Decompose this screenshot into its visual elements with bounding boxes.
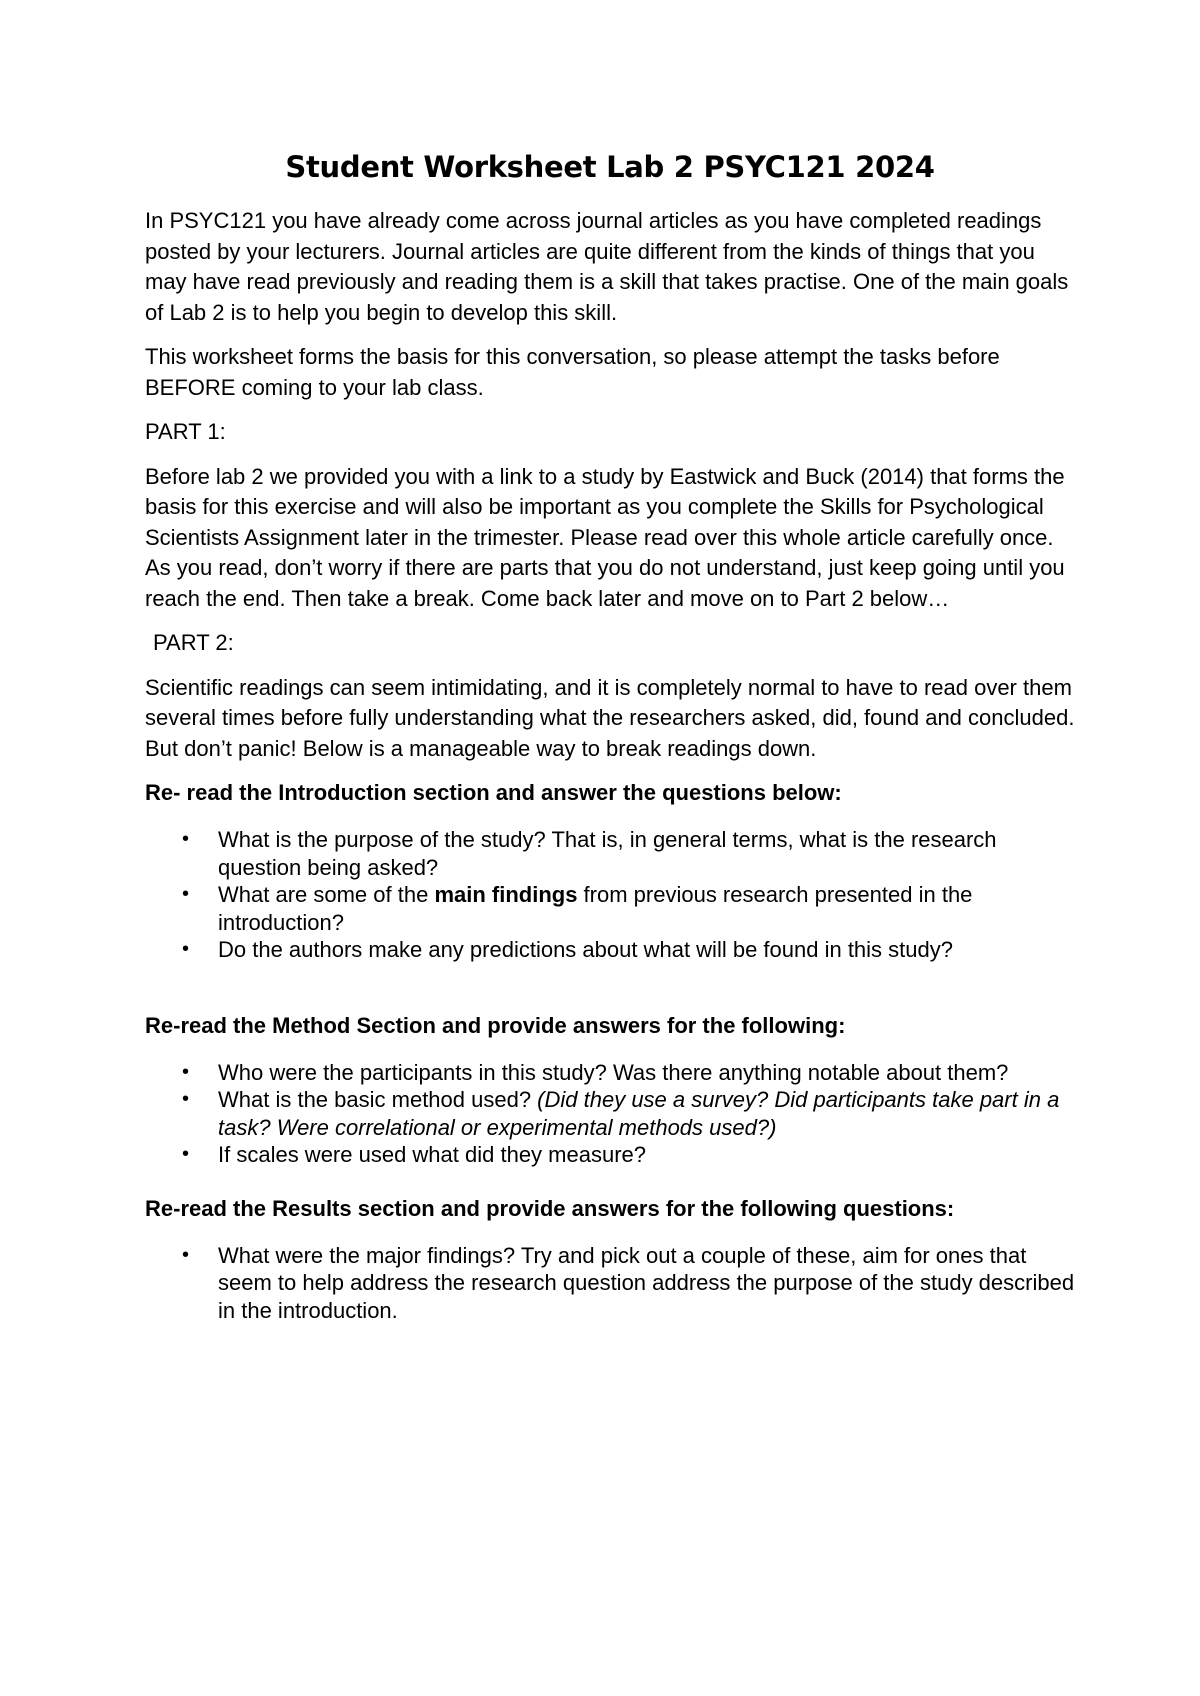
part-2-text: Scientific readings can seem intimidating, and it is completely normal to have to read over them several times before fully understanding what the researchers asked, did, found and concluded. But don’t panic! Below is a manageable way to break readings down.	[145, 674, 1075, 761]
question-emphasis: main findings	[434, 882, 578, 907]
bullet-icon: •	[182, 1060, 190, 1083]
part-1-label: PART 1:	[145, 419, 226, 444]
intro-paragraph-1: In PSYC121 you have already come across journal articles as you have completed readings posted by your lecturers. Journal articles are quite different from the kinds of things that you may have read previously and reading them is a skill that takes practise. One of the main goals of Lab 2 is to help you begin to develop this skill.	[145, 208, 1069, 325]
part-2-label: PART 2:	[153, 630, 234, 655]
bullet-icon: •	[182, 1243, 190, 1266]
spacer	[145, 964, 1075, 1011]
list-item	[145, 1086, 1075, 1141]
part-1-text: Before lab 2 we provided you with a link to a study by Eastwick and Buck (2014) that forms the basis for this exercise and will also be important as you complete the Skills for Psychological Scientists Assignment later in the trimester. Please read over this whole article carefully once. As you read, don’t worry if there are parts that you do not understand, just keep going until you reach the end. Then take a break. Come back later and move on to Part 2 below…	[145, 463, 1065, 611]
bullet-icon: •	[182, 1088, 190, 1110]
list-item	[145, 826, 1075, 881]
list-item	[145, 1242, 1075, 1325]
introduction-questions-list	[145, 826, 1075, 964]
results-section-heading: Re-read the Results section and provide answers for the following questions:	[145, 1195, 955, 1221]
question-text-end: from previous research presented in the introduction?	[218, 882, 973, 935]
bullet-icon: •	[182, 938, 190, 960]
question-text: Do the authors make any predictions about what will be found in this study?	[218, 937, 953, 962]
list-item	[145, 1141, 1075, 1169]
bullet-icon: •	[182, 883, 190, 905]
introduction-section-heading: Re- read the Introduction section and answer the questions below:	[145, 780, 842, 805]
question-text: What is the purpose of the study? That is, in general terms, what is the research question being asked?	[218, 827, 997, 880]
page-title: Student Worksheet Lab 2 PSYC121 2024	[285, 150, 935, 184]
question-text-start: What are some of the	[218, 882, 435, 907]
intro-paragraph-2: This worksheet forms the basis for this conversation, so please attempt the tasks before BEFORE coming to your lab class.	[145, 344, 1000, 400]
question-text: If scales were used what did they measure?	[218, 1142, 647, 1167]
method-section-heading: Re-read the Method Section and provide answers for the following:	[145, 1012, 846, 1038]
document-body	[145, 150, 1075, 1324]
question-text: What were the major findings? Try and pick out a couple of these, aim for ones that seem to help address the research question address the purpose of the study described in the introduction.	[218, 1242, 1075, 1323]
bullet-icon: •	[182, 828, 190, 850]
question-italic-note: (Did they use a survey? Did participants take part in a task? Were correlational or experimental methods used?)	[218, 1087, 1060, 1140]
list-item	[145, 936, 1075, 964]
list-item	[145, 1059, 1075, 1087]
question-text-start: What is the basic method used?	[218, 1087, 538, 1112]
results-questions-list	[145, 1242, 1075, 1325]
bullet-icon: •	[182, 1143, 190, 1165]
method-questions-list	[145, 1059, 1075, 1169]
question-text: Who were the participants in this study? Was there anything notable about them?	[218, 1059, 1009, 1085]
spacer	[145, 1169, 1075, 1194]
list-item	[145, 881, 1075, 936]
